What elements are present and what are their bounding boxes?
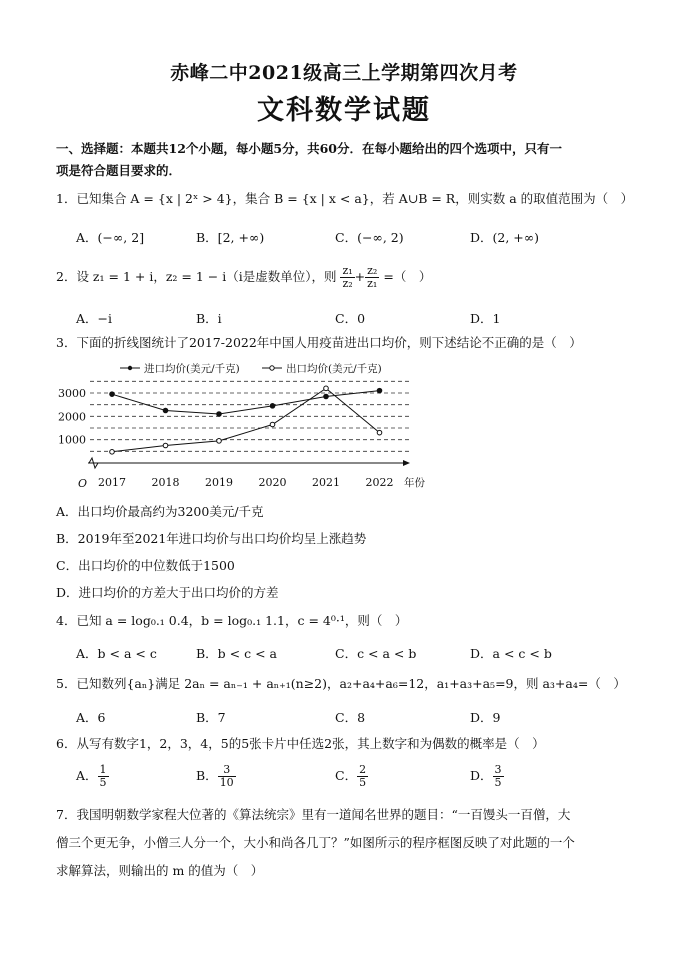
q6-option-c-fraction: [357, 764, 368, 789]
q3-option-c: C．出口均价的中位数低于1500: [56, 558, 235, 573]
data-point-import-2020: [270, 404, 275, 409]
q2-frac2-numerator: z₂: [367, 264, 378, 277]
q6-option-a-fraction: [98, 764, 109, 789]
q6-option-d-label: D．: [470, 768, 493, 783]
x-tick-label-2018: 2018: [151, 476, 180, 489]
q4-option-b: B．b < c < a: [196, 646, 277, 661]
chart-series: [110, 386, 382, 454]
q6-option-d: [470, 764, 504, 789]
q7-stem-line2: 僧三个更无争，小僧三人分一个，大小和尚各几丁？”如图所示的程序框图反映了对此题的一个: [56, 835, 575, 850]
q6-options: [76, 764, 656, 798]
q6-option-a-numerator: 1: [99, 763, 107, 776]
chart-origin-label: O: [78, 477, 88, 490]
q2-stem-post: =（ ）: [383, 269, 432, 284]
q6-option-b: [196, 764, 236, 789]
q2-fraction-2: [365, 265, 379, 290]
q6-option-b-numerator: 3: [218, 764, 236, 777]
q3-option-d: D．进口均价的方差大于出口均价的方差: [56, 585, 279, 600]
q1-option-c: C．(−∞, 2): [335, 230, 404, 245]
q6-option-d-numerator: 3: [494, 763, 502, 776]
q1-option-a: A．(−∞, 2]: [76, 230, 145, 245]
section-heading-line1: 一、选择题：本题共12个小题，每小题5分，共60分．在每小题给出的四个选项中，只有一: [56, 141, 562, 156]
q3-option-b: B．2019年至2021年进口均价与出口均价均呈上涨趋势: [56, 531, 367, 546]
data-point-import-2017: [110, 392, 115, 397]
q2-frac2-denominator: z₁: [367, 277, 378, 290]
q1-options: [76, 228, 656, 250]
q2-option-c: C．0: [335, 311, 366, 326]
legend-import-marker: [128, 366, 132, 370]
data-point-import-2022: [377, 388, 382, 393]
legend-import-label: 进口均价(美元/千克): [144, 363, 240, 375]
chart-axes: [88, 458, 410, 468]
q3-option-a: A．出口均价最高约为3200美元/千克: [56, 504, 264, 519]
q6-option-a-denominator: 5: [99, 776, 107, 789]
q2-frac1-denominator: z₂: [342, 277, 353, 290]
q2-stem: [56, 264, 656, 290]
chart-legend: [120, 362, 382, 375]
q4-stem: 4．已知 a = log₀.₁ 0.4，b = log₀.₁ 1.1，c = 4⁰·¹，则（ ）: [56, 613, 408, 628]
q6-option-b-label: B．: [196, 768, 218, 783]
legend-export-marker: [270, 366, 274, 370]
q2-options: [76, 309, 656, 331]
q7-stem-line1: 7．我国明朝数学家程大位著的《算法统宗》里有一道闻名世界的题目：“一百馒头一百僧，大: [56, 807, 571, 822]
q2-fraction-1: [340, 265, 354, 290]
q6-option-d-fraction: [493, 764, 504, 789]
y-tick-label-3000: 3000: [58, 387, 86, 400]
q4-option-a: A．b < a < c: [76, 646, 157, 661]
q6-option-c: [335, 764, 368, 789]
q5-stem: 5．已知数列{aₙ}满足 2aₙ = aₙ₋₁ + aₙ₊₁(n≥2)，a₂+a₄+a₆=12，a₁+a₃+a₅=9，则 a₃+a₄=（ ）: [56, 676, 626, 691]
q6-option-c-numerator: 2: [359, 763, 367, 776]
price-line-chart: [58, 356, 450, 496]
data-point-export-2017: [110, 450, 115, 455]
q6-option-a-label: A．: [76, 768, 98, 783]
q7-stem-line3: 求解算法，则输出的 m 的值为（ ）: [56, 863, 264, 878]
x-axis-arrow: [403, 460, 410, 466]
q3-stem: 3．下面的折线图统计了2017-2022年中国人用疫苗进出口均价，则下述结论不正确的是（ ）: [56, 335, 582, 350]
q1-option-d: D．(2, +∞): [470, 230, 540, 245]
x-tick-label-2021: 2021: [312, 476, 340, 489]
q1-stem: 1．已知集合 A = {x | 2ˣ > 4}，集合 B = {x | x < a}，若 A∪B = R，则实数 a 的取值范围为（ ）: [56, 191, 634, 206]
q5-option-d: D．9: [470, 710, 501, 725]
q2-stem-pre: 2．设 z₁ = 1 + i，z₂ = 1 − i（i是虚数单位），则: [56, 269, 337, 284]
chart-x-ticks: [98, 476, 394, 489]
q2-plus: +: [354, 269, 366, 284]
q6-option-c-label: C．: [335, 768, 358, 783]
q1-option-b: B．[2, +∞): [196, 230, 265, 245]
q6-option-b-denominator: 10: [219, 776, 234, 789]
q5-option-b: B．7: [196, 710, 226, 725]
section-heading-line2: 项是符合题目要求的．: [56, 163, 182, 178]
data-point-export-2019: [217, 439, 222, 444]
x-tick-label-2017: 2017: [98, 476, 126, 489]
q4-option-d: D．a < c < b: [470, 646, 552, 661]
series-line-export: [112, 388, 380, 451]
y-tick-label-1000: 1000: [58, 433, 86, 447]
q5-option-a: A．6: [76, 710, 106, 725]
x-tick-label-2019: 2019: [205, 476, 233, 489]
q2-option-d: D．1: [470, 311, 501, 326]
y-tick-label-2000: 2000: [58, 410, 86, 424]
data-point-import-2021: [324, 394, 329, 399]
q4-options: [76, 644, 656, 666]
data-point-import-2018: [163, 408, 168, 413]
q6-option-d-denominator: 5: [494, 776, 502, 789]
data-point-export-2021: [324, 386, 329, 391]
series-line-import: [112, 391, 380, 414]
chart-x-axis-label: 年份: [404, 477, 425, 489]
x-tick-label-2020: 2020: [258, 476, 287, 489]
q6-option-b-fraction: [218, 764, 236, 789]
q2-option-b: B．i: [196, 311, 222, 326]
q4-option-c: C．c < a < b: [335, 646, 417, 661]
q2-option-a: A．−i: [76, 311, 112, 326]
chart-gridlines: [90, 381, 410, 451]
x-tick-label-2022: 2022: [365, 476, 394, 489]
chart-y-ticks: [58, 387, 86, 447]
data-point-export-2020: [270, 422, 275, 427]
q5-options: [76, 708, 656, 730]
legend-export-label: 出口均价(美元/千克): [286, 363, 382, 375]
q6-stem: 6．从写有数字1，2，3，4，5的5张卡片中任选2张，其上数字和为偶数的概率是（ ）: [56, 736, 545, 751]
q6-option-c-denominator: 5: [359, 776, 367, 789]
data-point-import-2019: [217, 412, 222, 417]
exam-title: 赤峰二中2021级高三上学期第四次月考: [170, 62, 518, 84]
exam-subtitle: 文科数学试题: [257, 95, 431, 126]
data-point-export-2018: [163, 443, 168, 448]
q2-frac1-numerator: z₁: [342, 264, 353, 277]
data-point-export-2022: [377, 430, 382, 435]
q6-option-a: [76, 764, 109, 789]
q5-option-c: C．8: [335, 710, 366, 725]
